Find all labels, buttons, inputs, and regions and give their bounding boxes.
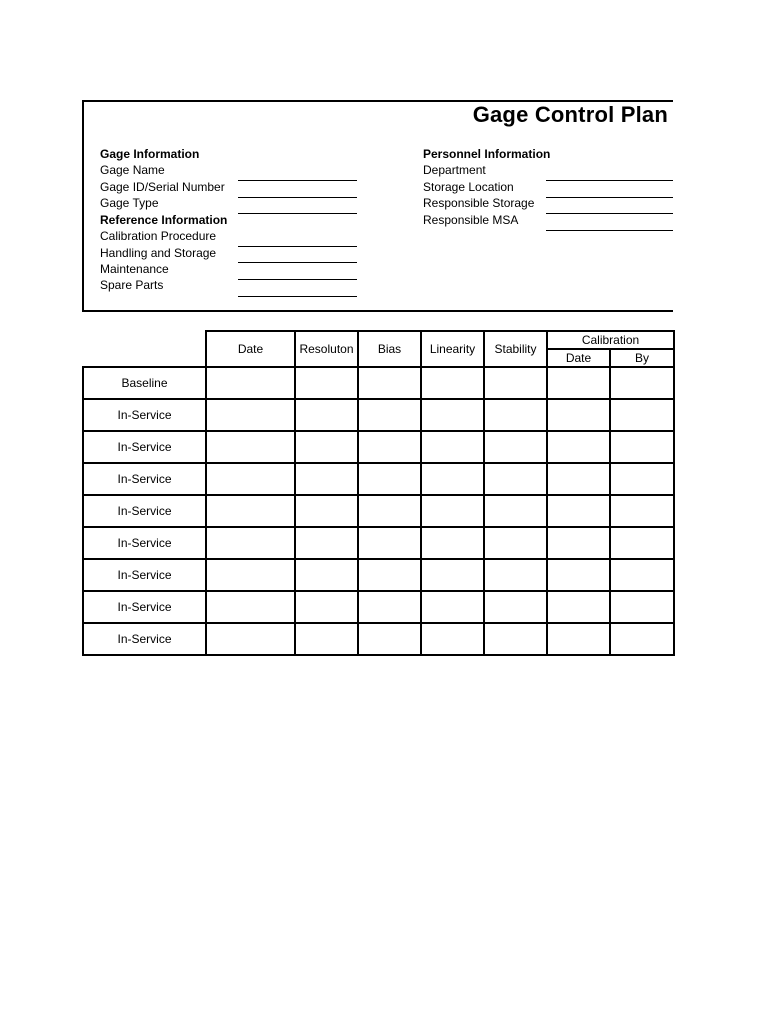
responsible-storage-line[interactable]: [546, 213, 673, 214]
table-row: [83, 559, 674, 591]
table-cell[interactable]: [610, 559, 674, 591]
handling-storage-label: Handling and Storage: [100, 246, 217, 260]
row-label: In-Service: [83, 399, 206, 431]
header-bias: Bias: [358, 331, 421, 367]
table-cell[interactable]: [206, 367, 295, 399]
table-cell[interactable]: [610, 463, 674, 495]
table-cell[interactable]: [358, 495, 421, 527]
table-cell[interactable]: [295, 591, 358, 623]
table-cell[interactable]: [484, 495, 547, 527]
header-stability: Stability: [484, 331, 547, 367]
gage-id-label: Gage ID/Serial Number: [100, 180, 225, 194]
table-cell[interactable]: [547, 399, 610, 431]
table-cell[interactable]: [547, 623, 610, 655]
table-cell[interactable]: [358, 431, 421, 463]
table-cell[interactable]: [358, 559, 421, 591]
table-cell[interactable]: [421, 495, 484, 527]
table-cell[interactable]: [421, 623, 484, 655]
table-row: [83, 399, 674, 431]
table-cell[interactable]: [295, 463, 358, 495]
table-cell[interactable]: [421, 463, 484, 495]
header-calibration-date: Date: [547, 349, 610, 367]
gage-info-box: [82, 100, 673, 312]
measurement-table: [82, 330, 675, 656]
table-cell[interactable]: [421, 591, 484, 623]
table-cell[interactable]: [206, 527, 295, 559]
table-cell[interactable]: [295, 367, 358, 399]
table-row: [83, 527, 674, 559]
table-cell[interactable]: [358, 399, 421, 431]
table-cell[interactable]: [547, 527, 610, 559]
table-cell[interactable]: [610, 495, 674, 527]
table-cell[interactable]: [484, 527, 547, 559]
table-cell[interactable]: [484, 591, 547, 623]
maintenance-line[interactable]: [238, 279, 357, 280]
table-cell[interactable]: [358, 623, 421, 655]
table-cell[interactable]: [295, 495, 358, 527]
row-label: In-Service: [83, 623, 206, 655]
table-cell[interactable]: [484, 367, 547, 399]
table-cell[interactable]: [610, 591, 674, 623]
table-cell[interactable]: [547, 463, 610, 495]
page-title: Gage Control Plan: [472, 102, 668, 127]
table-cell[interactable]: [295, 527, 358, 559]
table-cell[interactable]: [610, 367, 674, 399]
reference-info-line[interactable]: [238, 213, 357, 214]
table-cell[interactable]: [358, 367, 421, 399]
table-row: [83, 591, 674, 623]
table-row: [83, 431, 674, 463]
reference-info-heading: Reference Information: [100, 213, 228, 227]
header-blank-cell: [83, 331, 206, 367]
table-cell[interactable]: [295, 431, 358, 463]
table-cell[interactable]: [547, 591, 610, 623]
table-cell[interactable]: [295, 399, 358, 431]
personnel-info-heading: Personnel Information: [423, 147, 551, 161]
table-cell[interactable]: [547, 431, 610, 463]
maintenance-label: Maintenance: [100, 262, 169, 276]
row-label: Baseline: [83, 367, 206, 399]
table-cell[interactable]: [206, 495, 295, 527]
table-cell[interactable]: [547, 367, 610, 399]
table-cell[interactable]: [358, 591, 421, 623]
table-cell[interactable]: [206, 463, 295, 495]
responsible-msa-label: Responsible MSA: [423, 213, 519, 227]
header-resolution: Resoluton: [295, 331, 358, 367]
row-label: In-Service: [83, 495, 206, 527]
row-label: In-Service: [83, 527, 206, 559]
table-cell[interactable]: [547, 495, 610, 527]
gage-info-heading: Gage Information: [100, 147, 200, 161]
handling-storage-line[interactable]: [238, 262, 357, 263]
table-cell[interactable]: [206, 399, 295, 431]
table-cell[interactable]: [610, 399, 674, 431]
table-cell[interactable]: [421, 399, 484, 431]
header-calibration: Calibration: [547, 331, 674, 349]
table-cell[interactable]: [206, 559, 295, 591]
table-cell[interactable]: [610, 623, 674, 655]
row-label: In-Service: [83, 591, 206, 623]
table-cell[interactable]: [610, 527, 674, 559]
table-row: [83, 623, 674, 655]
row-label: In-Service: [83, 463, 206, 495]
gage-id-line[interactable]: [238, 180, 357, 181]
table-cell[interactable]: [206, 591, 295, 623]
spare-parts-label: Spare Parts: [100, 278, 164, 292]
calibration-procedure-line[interactable]: [238, 246, 357, 247]
department-line[interactable]: [546, 180, 673, 181]
row-label: In-Service: [83, 559, 206, 591]
table-cell[interactable]: [421, 527, 484, 559]
header-date: Date: [206, 331, 295, 367]
department-label: Department: [423, 163, 486, 177]
table-cell[interactable]: [484, 623, 547, 655]
table-cell[interactable]: [358, 463, 421, 495]
calibration-procedure-label: Calibration Procedure: [100, 229, 217, 243]
table-row: [83, 463, 674, 495]
responsible-msa-line[interactable]: [546, 230, 673, 231]
table-cell[interactable]: [295, 623, 358, 655]
table-cell[interactable]: [547, 559, 610, 591]
gage-type-label: Gage Type: [100, 196, 159, 210]
spare-parts-line[interactable]: [238, 296, 357, 297]
table-cell[interactable]: [610, 431, 674, 463]
table-cell[interactable]: [358, 527, 421, 559]
table-cell[interactable]: [484, 463, 547, 495]
table-cell[interactable]: [206, 431, 295, 463]
header-calibration-by: By: [610, 349, 674, 367]
table-cell[interactable]: [421, 367, 484, 399]
gage-name-label: Gage Name: [100, 163, 165, 177]
storage-location-label: Storage Location: [423, 180, 514, 194]
table-row: [83, 367, 674, 399]
header-linearity: Linearity: [421, 331, 484, 367]
table-cell[interactable]: [484, 399, 547, 431]
storage-location-line[interactable]: [546, 197, 673, 198]
table-cell[interactable]: [421, 431, 484, 463]
table-cell[interactable]: [295, 559, 358, 591]
table-cell[interactable]: [484, 431, 547, 463]
table-cell[interactable]: [421, 559, 484, 591]
table-row: [83, 495, 674, 527]
responsible-storage-label: Responsible Storage: [423, 196, 535, 210]
gage-type-line[interactable]: [238, 197, 357, 198]
row-label: In-Service: [83, 431, 206, 463]
table-cell[interactable]: [206, 623, 295, 655]
table-cell[interactable]: [484, 559, 547, 591]
